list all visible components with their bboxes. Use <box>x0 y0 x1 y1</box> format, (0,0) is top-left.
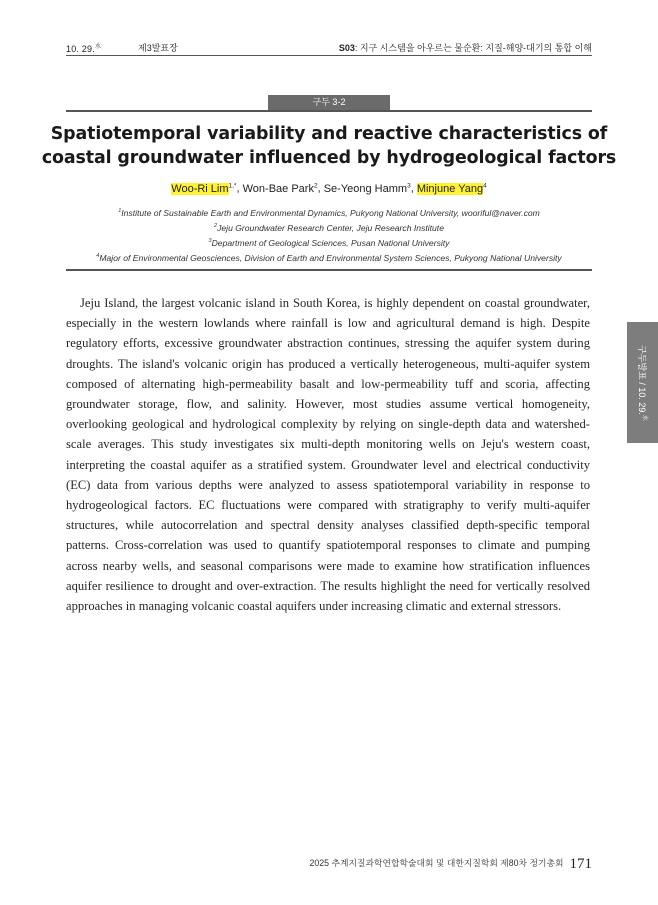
author-2 <box>243 183 318 195</box>
author-sup: 3 <box>407 182 411 189</box>
header-date-mark: 水 <box>94 44 102 50</box>
author-name: Se-Yeong Hamm <box>323 182 408 195</box>
author-4 <box>417 183 487 195</box>
header-topic-code: S03 <box>338 43 355 53</box>
footer-conference: 2025 추계지질과학연합학술대회 및 대한지질학회 제80차 정기총회 <box>309 858 564 868</box>
author-name: Won-Bae Park <box>242 182 314 195</box>
author-separator: , <box>410 182 417 195</box>
author-separator: , <box>317 182 324 195</box>
affiliation-sup: 1 <box>118 208 122 214</box>
page-number: 171 <box>569 856 592 872</box>
page-footer <box>309 856 592 873</box>
header-topic <box>339 41 592 54</box>
side-tab-mark: 水 <box>640 414 647 421</box>
header-date: 10. 29.$^水$ <box>66 44 102 54</box>
author-name: Woo-Ri Lim <box>171 182 229 195</box>
presentation-badge: 구두 3-2 <box>268 95 390 110</box>
affiliation-sup: 2 <box>214 223 218 230</box>
affiliation-1 <box>40 205 618 220</box>
author-separator: , <box>236 182 243 195</box>
side-tab-label: 구두발표 / 10. 29.$^水$ <box>636 344 647 421</box>
affiliation-4 <box>40 250 618 265</box>
paper-title-line-1: Spatiotemporal variability and reactive characteristics of <box>50 124 608 144</box>
author-sup: 1,* <box>228 182 237 189</box>
title-top-rule <box>66 110 592 112</box>
header-rule <box>66 55 592 56</box>
paper-title-line-2: coastal groundwater influenced by hydrogeological factors <box>41 148 617 168</box>
affiliation-2 <box>40 220 618 235</box>
title-bottom-rule <box>66 269 592 271</box>
author-list <box>40 182 618 195</box>
affiliation-list <box>40 205 618 265</box>
affiliation-sup: 4 <box>96 253 100 260</box>
author-name: Minjune Yang <box>416 182 484 195</box>
abstract-body: Jeju Island, the largest volcanic island in South Korea, is highly dependent on coastal groundwater, especially in the western lowlands where rainfall is low and agricultural demand is high. Despite regulatory efforts, excessive groundwater abstraction continues, stressing the aquifer system during droughts. The island's volcanic origin has produced a vertically heterogeneous, multi-aquifer system composed of alternating high-permeability basalt and low-permeability tuff and scoria, affecting groundwater storage, flow, and salinity. However, most studies assume vertical homogeneity, overlooking geological and hydrological complexity by relying on single-depth data and watershed-scale averages. This study investigates six multi-depth monitoring wells on Jeju's western coast, interpreting the coastal aquifer as a stratified system. Groundwater level and electrical conductivity (EC) data from various depths were analyzed to assess spatiotemporal variability in response to hydrogeological factors. EC fluctuations were compared with stratigraphy to verify multi-aquifer structures, while autocorrelation and spectral density analyses classified depth-specific temporal patterns. Cross-correlation was used to quantify spatiotemporal responses to climate and pumping across nearby wells, and seasonal comparisons were made to examine how stratification influences aquifer resilience to drought and over-extraction. The results highlight the need for vertically resolved approaches in managing volcanic coastal aquifers under increasing climatic and external stressors. <box>66 296 590 614</box>
paper-title <box>40 122 618 170</box>
affiliation-sup: 3 <box>208 238 212 245</box>
affiliation-text: Jeju Groundwater Research Center, Jeju Research Institute <box>217 222 444 233</box>
side-section-tab <box>627 322 658 443</box>
affiliation-text: Department of Geological Sciences, Pusan National University <box>211 237 450 248</box>
author-3 <box>324 183 411 195</box>
header-topic-text: : 지구 시스템을 아우르는 물순환: 지질-해양-대기의 통합 이해 <box>354 43 592 53</box>
author-1 <box>171 183 236 195</box>
running-header <box>66 37 592 57</box>
author-sup: 4 <box>483 182 487 189</box>
affiliation-3 <box>40 235 618 250</box>
author-sup: 2 <box>313 182 318 189</box>
header-session: 제3발표장 <box>138 43 178 53</box>
affiliation-text: Institute of Sustainable Earth and Environmental Dynamics, Pukyong National University, wooriful@naver.com <box>121 207 540 218</box>
affiliation-text: Major of Environmental Geosciences, Division of Earth and Environmental System Sciences, Pukyong National University <box>99 253 562 264</box>
